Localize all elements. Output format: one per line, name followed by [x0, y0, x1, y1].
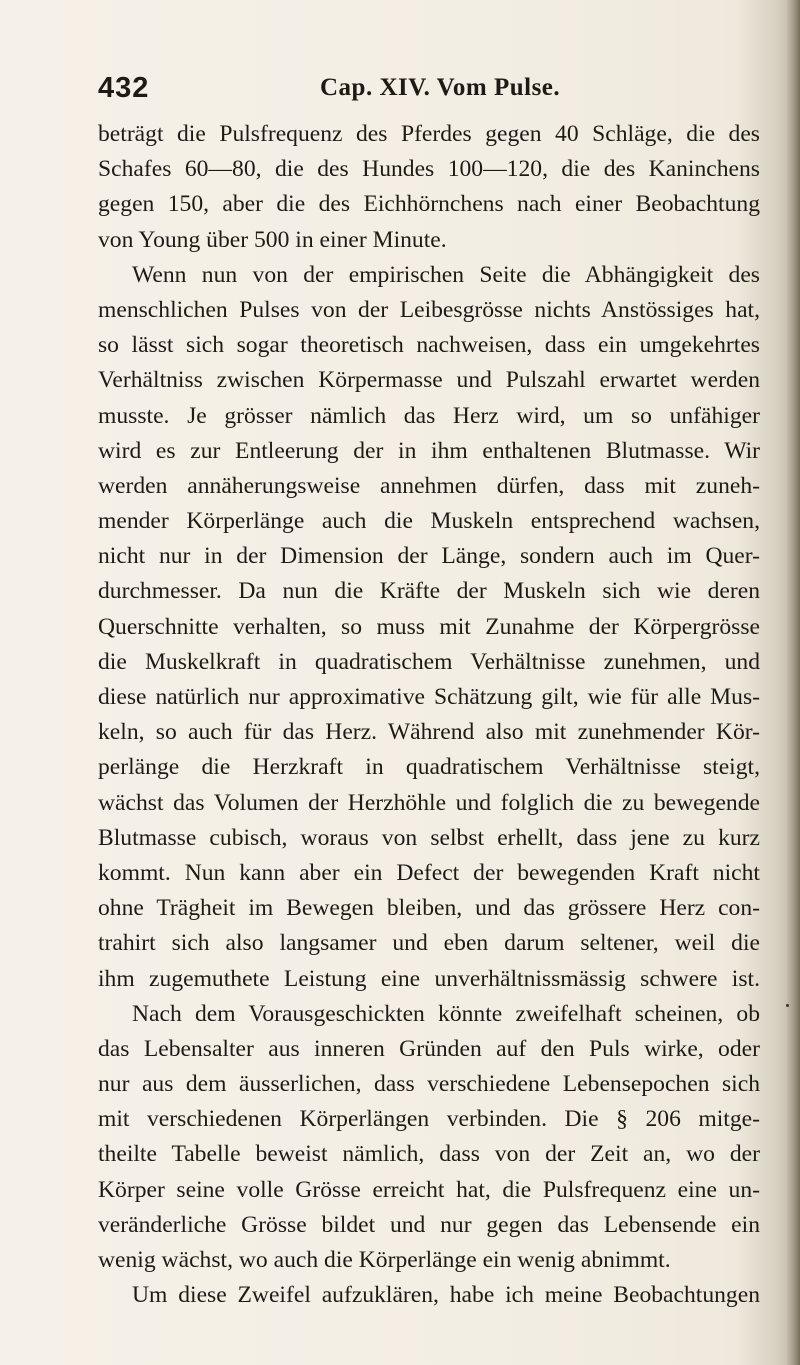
text-line: diese natürlich nur approximative Schätzung gilt, wie für alle Mus-: [98, 684, 760, 710]
text-line: keln, so auch für das Herz. Während also mit zunehmender Kör-: [98, 719, 760, 746]
running-head: Cap. XIV. Vom Pulse.: [320, 74, 561, 101]
text-line: wenig wächst, wo auch die Körperlänge ein wenig abnimmt.: [98, 1247, 671, 1273]
text-line: veränderliche Grösse bildet und nur gegen das Lebensende ein: [98, 1211, 760, 1238]
text-line: trahirt sich also langsamer und eben darum seltener, weil die: [98, 930, 760, 957]
text-line: werden annäherungsweise annehmen dürfen, dass mit zuneh-: [98, 472, 760, 499]
text-line: die Muskelkraft in quadratischem Verhältnisse zunehmen, und: [98, 648, 760, 675]
text-line: Verhältniss zwischen Körpermasse und Pulszahl erwartet werden: [98, 367, 760, 394]
text-line: ohne Trägheit im Bewegen bleiben, und das grössere Herz con-: [98, 895, 760, 922]
text-line: kommt. Nun kann aber ein Defect der bewegenden Kraft nicht: [98, 859, 760, 886]
text-line: Körper seine volle Grösse erreicht hat, die Pulsfrequenz eine un-: [98, 1176, 760, 1203]
text-line: Wenn nun von der empirischen Seite die Abhängigkeit des: [132, 261, 760, 288]
text-line: ihm zugemuthete Leistung eine unverhältnissmässig schwere ist.: [98, 965, 760, 992]
page-edge-shadow: [786, 0, 800, 1365]
text-line: durchmesser. Da nun die Kräfte der Muskeln sich wie deren: [98, 578, 760, 605]
text-line: das Lebensalter aus inneren Gründen auf den Puls wirke, oder: [98, 1035, 760, 1062]
text-line: Um diese Zweifel aufzuklären, habe ich meine Beobachtungen: [132, 1282, 760, 1309]
text-line: mit verschiedenen Körperlängen verbinden. Die § 206 mitge-: [98, 1106, 760, 1133]
page-number: 432: [98, 72, 150, 104]
text-line: Schafes 60—80, die des Hundes 100—120, die des Kaninchens: [98, 156, 760, 183]
text-line: musste. Je grösser nämlich das Herz wird, um so unfähiger: [98, 402, 760, 429]
text-line: nicht nur in der Dimension der Länge, sondern auch im Quer-: [98, 543, 760, 570]
text-line: nur aus dem äusserlichen, dass verschiedene Lebensepochen sich: [98, 1071, 760, 1098]
text-line: Blutmasse cubisch, woraus von selbst erhellt, dass jene zu kurz: [98, 824, 760, 851]
text-line: Querschnitte verhalten, so muss mit Zunahme der Körpergrösse: [98, 613, 760, 640]
text-line: wächst das Volumen der Herzhöhle und folglich die zu bewegende: [98, 789, 760, 816]
margin-speck: [786, 1004, 789, 1007]
text-line: perlänge die Herzkraft in quadratischem Verhältnisse steigt,: [98, 754, 760, 781]
text-line: von Young über 500 in einer Minute.: [98, 226, 447, 253]
text-line: theilte Tabelle beweist nämlich, dass von der Zeit an, wo der: [98, 1141, 760, 1168]
text-line: so lässt sich sogar theoretisch nachweisen, dass ein umgekehrtes: [98, 332, 760, 359]
text-line: gegen 150, aber die des Eichhörnchens nach einer Beobachtung: [98, 191, 760, 218]
text-line: mender Körperlänge auch die Muskeln entsprechend wachsen,: [98, 508, 760, 535]
text-line: wird es zur Entleerung der in ihm enthaltenen Blutmasse. Wir: [98, 437, 760, 464]
text-line: menschlichen Pulses von der Leibesgrösse nichts Anstössiges hat,: [98, 296, 760, 323]
text-line: beträgt die Pulsfrequenz des Pferdes gegen 40 Schläge, die des: [98, 121, 760, 147]
page-header: [98, 72, 758, 112]
text-line: Nach dem Vorausgeschickten könnte zweifelhaft scheinen, ob: [132, 1000, 760, 1027]
body-text: [98, 117, 760, 1313]
